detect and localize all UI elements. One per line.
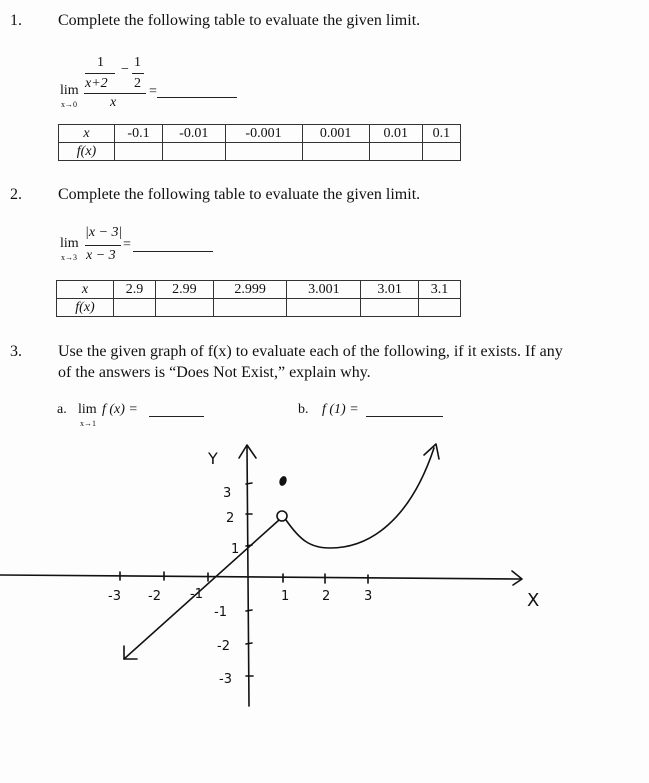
y-tick — [246, 610, 252, 611]
x-tick-label: 3 — [364, 589, 373, 604]
y-tick-label: -3 — [219, 672, 232, 687]
question-3-prompt-line2: of the answers is “Does Not Exist,” explain why. — [58, 364, 371, 381]
y-tick-label: 1 — [231, 542, 240, 557]
row-label-x: x — [59, 125, 115, 143]
y-tick-label: -2 — [217, 639, 230, 654]
x-value-cell: 3.01 — [361, 281, 419, 299]
y-tick — [246, 643, 252, 644]
x-tick-label: 2 — [322, 589, 331, 604]
x-tick-label: 1 — [281, 589, 290, 604]
filled-dot-point — [278, 475, 288, 487]
y-axis — [247, 447, 249, 706]
lim-subscript: x→1 — [80, 419, 96, 428]
lim-subscript: x→3 — [61, 253, 77, 262]
inner-fraction-2-numerator: 1 — [134, 55, 141, 70]
x-value-cell: 3.001 — [287, 281, 361, 299]
x-value-cell: 2.99 — [155, 281, 213, 299]
question-3-number: 3. — [10, 343, 22, 360]
question-1-prompt: Complete the following table to evaluate the given limit. — [58, 12, 421, 29]
x-axis — [0, 575, 520, 579]
row-label-fx: f(x) — [57, 299, 114, 317]
inner-fraction-1-numerator: 1 — [97, 55, 104, 70]
question-3-prompt-line1: Use the given graph of f(x) to evaluate each of the following, if it exists. If any — [58, 343, 563, 360]
x-value-cell: 0.01 — [369, 125, 422, 143]
lim-subscript: x→0 — [61, 100, 77, 109]
x-value-cell: 0.001 — [302, 125, 369, 143]
part-b-label: b. — [298, 402, 309, 417]
y-tick-label: -1 — [214, 605, 227, 620]
x-value-cell: 2.9 — [114, 281, 156, 299]
main-fraction-denominator: x — [110, 95, 117, 110]
lim-text: lim — [60, 83, 79, 98]
y-tick — [246, 483, 252, 484]
equals-sign: = — [123, 237, 131, 252]
x-value-cell: 0.1 — [422, 125, 460, 143]
inner-fraction-2-denominator: 2 — [134, 76, 141, 91]
y-tick-label: 3 — [223, 486, 232, 501]
part-a-label: a. — [57, 402, 67, 417]
x-value-cell: -0.001 — [225, 125, 302, 143]
x-value-cell: 2.999 — [213, 281, 287, 299]
y-tick-label: 2 — [226, 511, 235, 526]
part-b-expression: f (1) = — [322, 402, 359, 417]
question-2-number: 2. — [10, 186, 22, 203]
open-circle-point — [277, 511, 287, 521]
row-label-x: x — [57, 281, 114, 299]
lim-text: lim — [60, 236, 79, 251]
y-axis-label: Y — [208, 449, 218, 468]
part-a-expression: f (x) = — [102, 402, 138, 417]
equals-sign: = — [149, 84, 157, 99]
fraction-denominator: x − 3 — [86, 248, 116, 263]
x-axis-arrowhead — [512, 571, 522, 585]
minus-sign: − — [121, 62, 129, 77]
x-axis-label: X — [527, 590, 540, 611]
question-1-number: 1. — [10, 12, 22, 29]
lim-text: lim — [78, 402, 97, 417]
question-2-prompt: Complete the following table to evaluate the given limit. — [58, 186, 421, 203]
x-tick-label: -2 — [148, 589, 161, 604]
x-value-cell: 3.1 — [419, 281, 461, 299]
row-label-fx: f(x) — [59, 143, 115, 161]
curve-segment — [286, 448, 434, 548]
inner-fraction-1-denominator: x+2 — [85, 76, 108, 91]
x-value-cell: -0.01 — [163, 125, 226, 143]
fraction-numerator: |x − 3| — [85, 225, 123, 240]
x-value-cell: -0.1 — [115, 125, 163, 143]
x-tick-label: -1 — [190, 587, 203, 602]
x-tick-label: -3 — [108, 589, 121, 604]
